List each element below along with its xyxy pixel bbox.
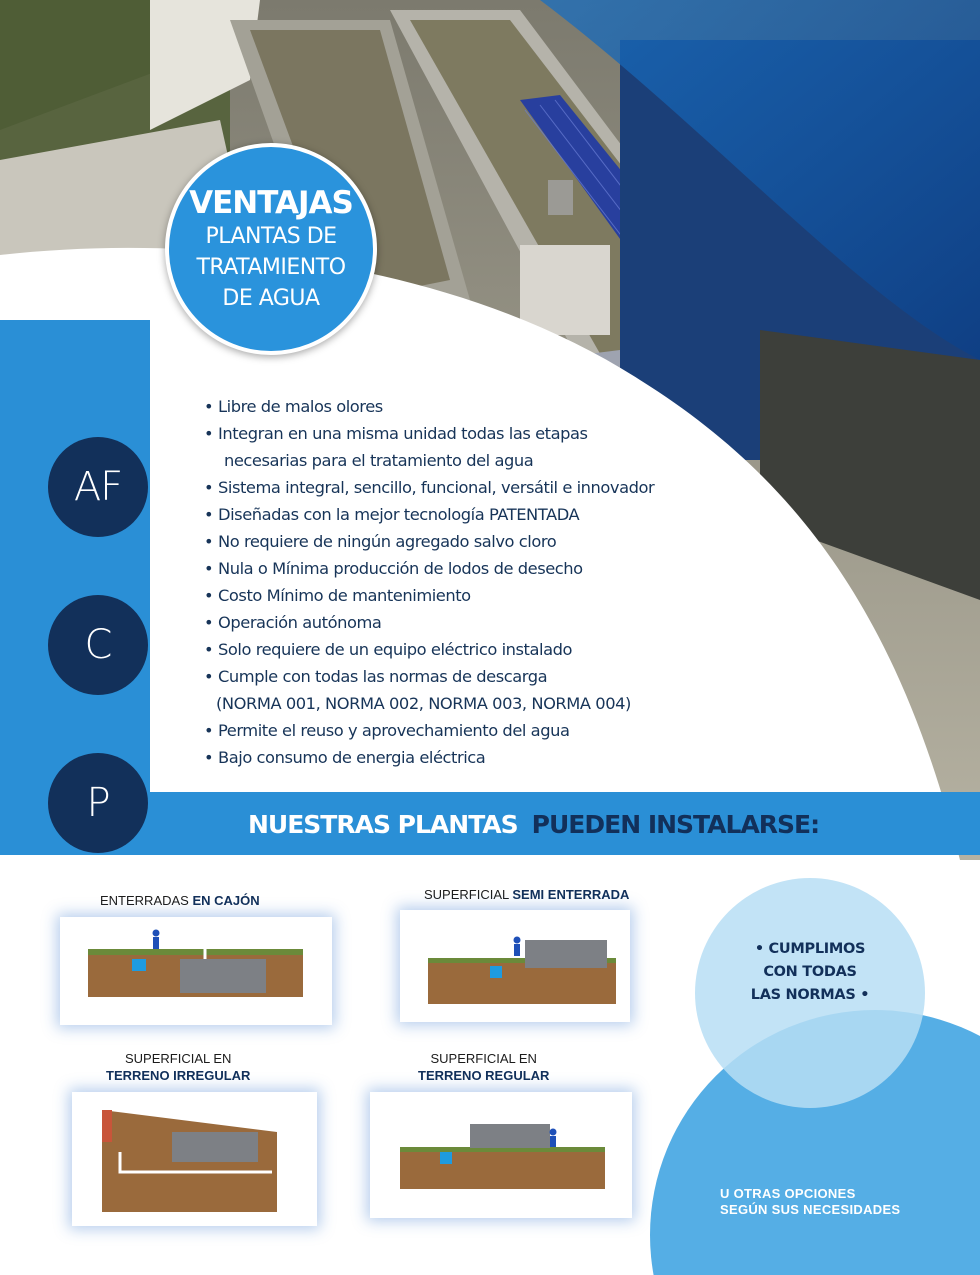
list-item: • Sistema integral, sencillo, funcional, versátil e innovador bbox=[204, 478, 655, 497]
otras-opciones-note: U OTRAS OPCIONES SEGÚN SUS NECESIDADES bbox=[720, 1186, 901, 1217]
title-line-4: DE AGUA bbox=[222, 285, 320, 311]
title-main: VENTAJAS bbox=[189, 184, 353, 221]
title-line-3: TRATAMIENTO bbox=[196, 254, 346, 280]
option-label-enterradas: ENTERRADAS EN CAJÓN bbox=[100, 893, 260, 908]
option-label-irregular: SUPERFICIAL EN TERRENO IRREGULAR bbox=[106, 1051, 251, 1083]
normas-callout: • CUMPLIMOS CON TODAS LAS NORMAS • bbox=[750, 941, 870, 1003]
list-item: • Diseñadas con la mejor tecnología PATENTADA bbox=[204, 505, 580, 524]
benefits-list bbox=[204, 393, 704, 771]
list-item: • Operación autónoma bbox=[204, 613, 382, 632]
list-item: necesarias para el tratamiento del agua bbox=[224, 451, 534, 470]
list-item: (NORMA 001, NORMA 002, NORMA 003, NORMA 004) bbox=[216, 694, 631, 713]
install-header-part1: NUESTRAS PLANTAS bbox=[248, 810, 518, 839]
list-item: • Integran en una misma unidad todas las etapas bbox=[204, 424, 588, 443]
list-item: • Libre de malos olores bbox=[204, 397, 383, 416]
list-item: • Nula o Mínima producción de lodos de desecho bbox=[204, 559, 583, 578]
list-item: • Permite el reuso y aprovechamiento del agua bbox=[204, 721, 570, 740]
badge-af: AF bbox=[48, 437, 148, 537]
install-header-title bbox=[248, 810, 819, 839]
diagram-semi-enterrada bbox=[400, 910, 630, 1022]
diagram-terreno-regular bbox=[370, 1092, 632, 1218]
option-label-regular: SUPERFICIAL EN TERRENO REGULAR bbox=[418, 1051, 550, 1083]
list-item: • Bajo consumo de energia eléctrica bbox=[204, 748, 486, 767]
list-item: • No requiere de ningún agregado salvo cloro bbox=[204, 532, 557, 551]
title-line-2: PLANTAS DE bbox=[205, 223, 337, 249]
option-label-semi-enterrada: SUPERFICIAL SEMI ENTERRADA bbox=[424, 887, 630, 902]
diagram-terreno-irregular bbox=[72, 1092, 317, 1226]
install-header-part2: PUEDEN INSTALARSE: bbox=[531, 810, 820, 839]
list-item: • Cumple con todas las normas de descarga bbox=[204, 667, 548, 686]
list-item: • Solo requiere de un equipo eléctrico instalado bbox=[204, 640, 573, 659]
badge-c: C bbox=[48, 595, 148, 695]
diagram-enterradas bbox=[60, 917, 332, 1025]
title-circle bbox=[165, 143, 377, 355]
list-item: • Costo Mínimo de mantenimiento bbox=[204, 586, 471, 605]
badge-p: P bbox=[48, 753, 148, 853]
